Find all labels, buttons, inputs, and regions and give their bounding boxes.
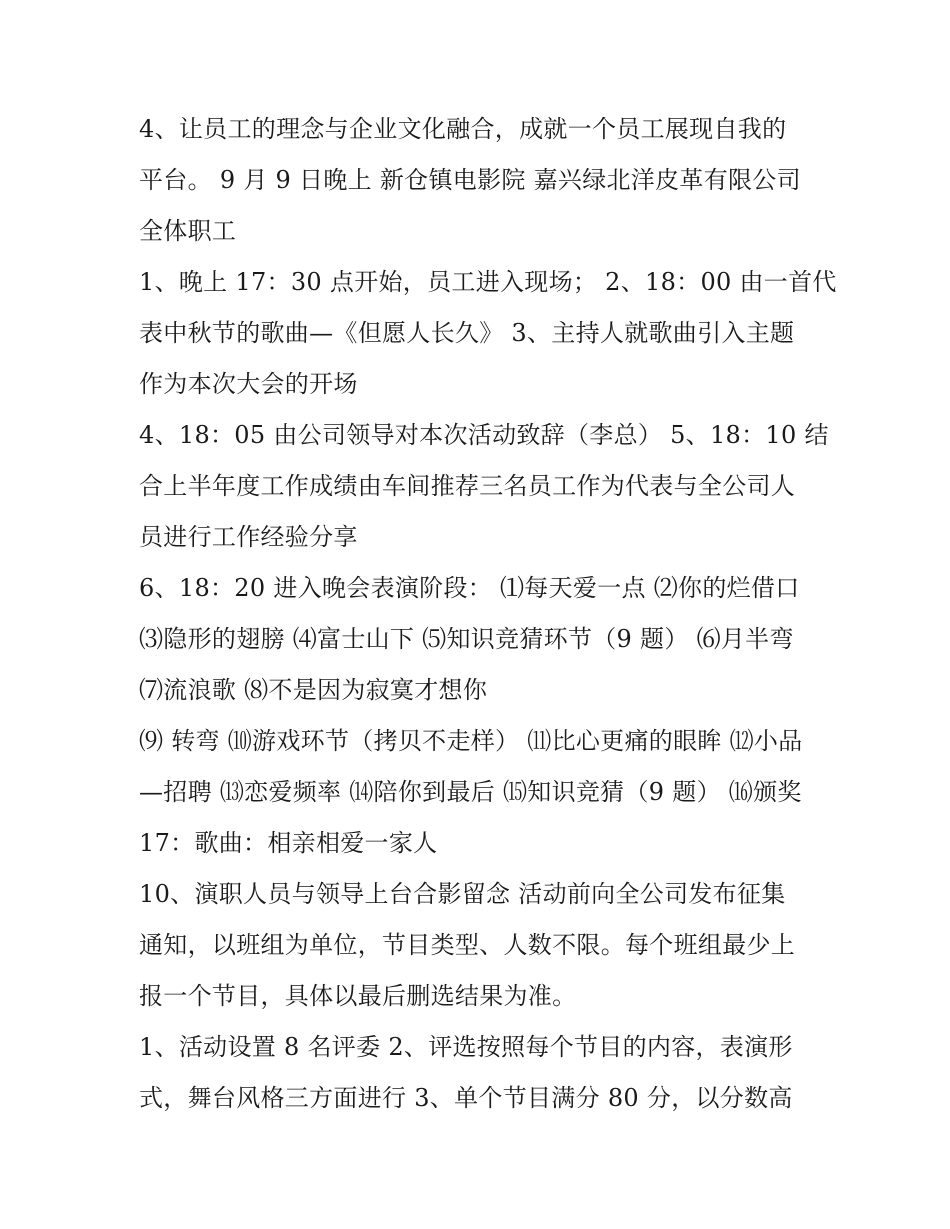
- text-line-3: 全体职工: [139, 217, 237, 245]
- document-body: [139, 104, 837, 1124]
- text-line-5: 表中秋节的歌曲—《但愿人长久》 3、主持人就歌曲引入主题: [139, 319, 795, 347]
- text-line-1: 4、让员工的理念与企业文化融合，成就一个员工展现自我的: [139, 115, 787, 143]
- text-line-12: ⑺流浪歌 ⑻不是因为寂寞才想你: [139, 676, 488, 704]
- text-line-11: ⑶隐形的翅膀 ⑷富士山下 ⑸知识竞猜环节（9 题） ⑹月半弯: [139, 625, 794, 653]
- text-line-16: 10、演职人员与领导上台合影留念 活动前向全公司发布征集: [139, 880, 786, 908]
- text-line-19: 1、活动设置 8 名评委 2、评选按照每个节目的内容，表演形: [139, 1033, 793, 1061]
- text-line-20: 式，舞台风格三方面进行 3、单个节目满分 80 分，以分数高: [139, 1084, 793, 1112]
- text-line-10: 6、18：20 进入晚会表演阶段： ⑴每天爱一点 ⑵你的烂借口: [139, 574, 800, 602]
- text-line-6: 作为本次大会的开场: [139, 370, 358, 398]
- text-line-4: 1、晚上 17：30 点开始，员工进入现场； 2、18：00 由一首代: [139, 268, 837, 296]
- text-line-7: 4、18：05 由公司领导对本次活动致辞（李总） 5、18：10 结: [139, 421, 829, 449]
- text-line-13: ⑼ 转弯 ⑽游戏环节（拷贝不走样） ⑾比心更痛的眼眸 ⑿小品: [139, 727, 803, 755]
- text-line-2: 平台。 9 月 9 日晚上 新仓镇电影院 嘉兴绿北洋皮革有限公司: [139, 166, 801, 194]
- text-line-8: 合上半年度工作成绩由车间推荐三名员工作为代表与全公司人: [139, 472, 796, 500]
- text-line-9: 员进行工作经验分享: [139, 523, 358, 551]
- text-line-15: 17：歌曲：相亲相爱一家人: [139, 829, 438, 857]
- text-line-18: 报一个节目，具体以最后删选结果为准。: [139, 982, 577, 1010]
- text-line-17: 通知，以班组为单位，节目类型、人数不限。每个班组最少上: [139, 931, 796, 959]
- text-line-14: —招聘 ⒀恋爱频率 ⒁陪你到最后 ⒂知识竞猜（9 题） ⒃颁奖: [139, 778, 802, 806]
